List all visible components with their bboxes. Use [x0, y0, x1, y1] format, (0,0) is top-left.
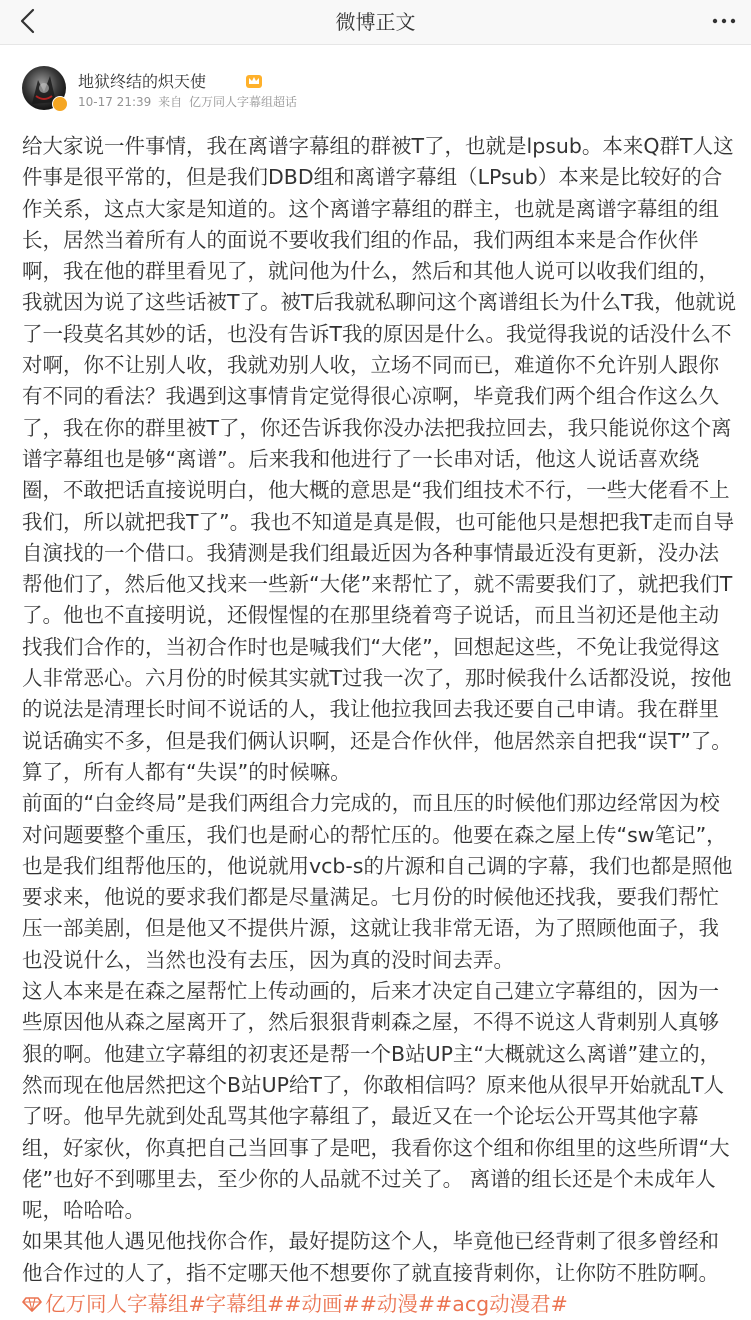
post-paragraph: 给大家说一件事情，我在离谱字幕组的群被T了，也就是lpsub。本来Q群T人这件事是很平常的，但是我们DBD组和离谱字幕组（LPsub）本来是比较好的合作关系，这点大家是知道的。这个离谱字幕组的群主，也就是离谱字幕组的组长，居然当着所有人的面说不要收我们组的作品，我们两组本来是合作伙伴啊，我在他的群里看见了，就问他为什么，然后和其他人说可以收我们组的，我就因为说了这些话被T了。被T后我就私聊问这个离谱组长为什么T我，他就说了一段莫名其妙的话，也没有告诉T我的原因是什么。我觉得我说的话没什么不对啊，你不让别人收，我就劝别人收，立场不同而已，难道你不允许别人跟你有不同的看法？我遇到这事情肯定觉得很心凉啊，毕竟我们两个组合作这么久了，我在你的群里被T了，你还告诉我你没办法把我拉回去，我只能说你这个离谱字幕组也是够“离谱”。后来我和他进行了一长串对话，他这人说话喜欢绕圈，不敢把话直接说明白，他大概的意思是“我们组技术不行，一些大佬看不上我们，所以就把我T了”。我也不知道是真是假，也可能他只是想把我T走而自导自演找的一个借口。我猜测是我们组最近因为各种事情最近没有更新，没办法帮他们了，然后他又找来一些新“大佬”来帮忙了，就不需要我们了，就把我们T了。他也不直接明说，还假惺惺的在那里绕着弯子说话，而且当初还是他主动找我们合作的，当初合作时也是喊我们“大佬”，回想起这些，不免让我觉得这人非常恶心。六月份的时候其实就T过我一次了，那时候我什么话都没说，按他的说法是清理长时间不说话的人，我让他拉我回去我还要自己申请。我在群里说话确实不多，但是我们俩认识啊，还是合作伙伴，他居然亲自把我“误T”了。算了，所有人都有“失误”的时候嘛。	[22, 134, 737, 784]
diamond-icon	[22, 1296, 42, 1312]
author-row	[22, 66, 722, 114]
post-source[interactable]: 亿万同人字幕组超话	[188, 95, 297, 109]
super-topic-label: 亿万同人字幕组	[45, 1291, 189, 1316]
nav-bar	[0, 0, 751, 45]
author-name[interactable]: 地狱终结的炽天使	[78, 72, 207, 91]
hashtag-link[interactable]: #字幕组#	[188, 1291, 285, 1316]
post-time: 10-17 21:39	[78, 95, 152, 109]
post-meta	[78, 93, 300, 110]
post-source-prefix: 来自	[158, 95, 183, 109]
crown-icon	[244, 71, 264, 89]
verified-badge-icon	[52, 96, 68, 112]
hashtag-link[interactable]: #动画#	[284, 1291, 360, 1316]
post-paragraph: 前面的“白金终局”是我们两组合力完成的，而且压的时候他们那边经常因为校对问题要整个重压，我们也是耐心的帮忙压的。他要在森之屋上传“sw笔记”，也是我们组帮他压的，他说就用vcb-s的片源和自己调的字幕，我们也都是照他要求来，他说的要求我们都是尽量满足。七月份的时候他还找我，要我们帮忙压一部美剧，但是他又不提供片源，这就让我非常无语，为了照顾他面子，我也没说什么，当然也没有去压，因为真的没时间去弄。	[22, 791, 733, 972]
hashtag-link[interactable]: #动漫#	[359, 1291, 436, 1316]
page-title: 微博正文	[335, 10, 416, 34]
post-paragraph-last	[22, 1226, 737, 1320]
hashtag-link[interactable]: #acg动漫君#	[435, 1291, 568, 1316]
post-body	[22, 131, 737, 1320]
more-dots-icon[interactable]	[709, 8, 739, 34]
post-paragraph: 这人本来是在森之屋帮忙上传动画的，后来才决定自己建立字幕组的，因为一些原因他从森之屋离开了，然后狠狠背刺森之屋，不得不说这人背刺别人真够狠的啊。他建立字幕组的初衷还是帮一个B站UP主“大概就这么离谱”建立的，然而现在他居然把这个B站UP给T了，你敢相信吗？原来他从很早开始就乱T人了呀。他早先就到处乱骂其他字幕组了，最近又在一个论坛公开骂其他字幕组，好家伙，你真把自己当回事了是吧，我看你这个组和你组里的这些所谓“大佬”也好不到哪里去，至少你的人品就不过关了。 离谱的组长还是个未成年人呢，哈哈哈。	[22, 979, 730, 1223]
super-topic-link[interactable]	[22, 1292, 189, 1316]
post-paragraph-text: 如果其他人遇见他找你合作，最好提防这个人，毕竟他已经背刺了很多曾经和他合作过的人了，指不定哪天他不想要你了就直接背刺你，让你防不胜防啊。	[22, 1229, 719, 1285]
